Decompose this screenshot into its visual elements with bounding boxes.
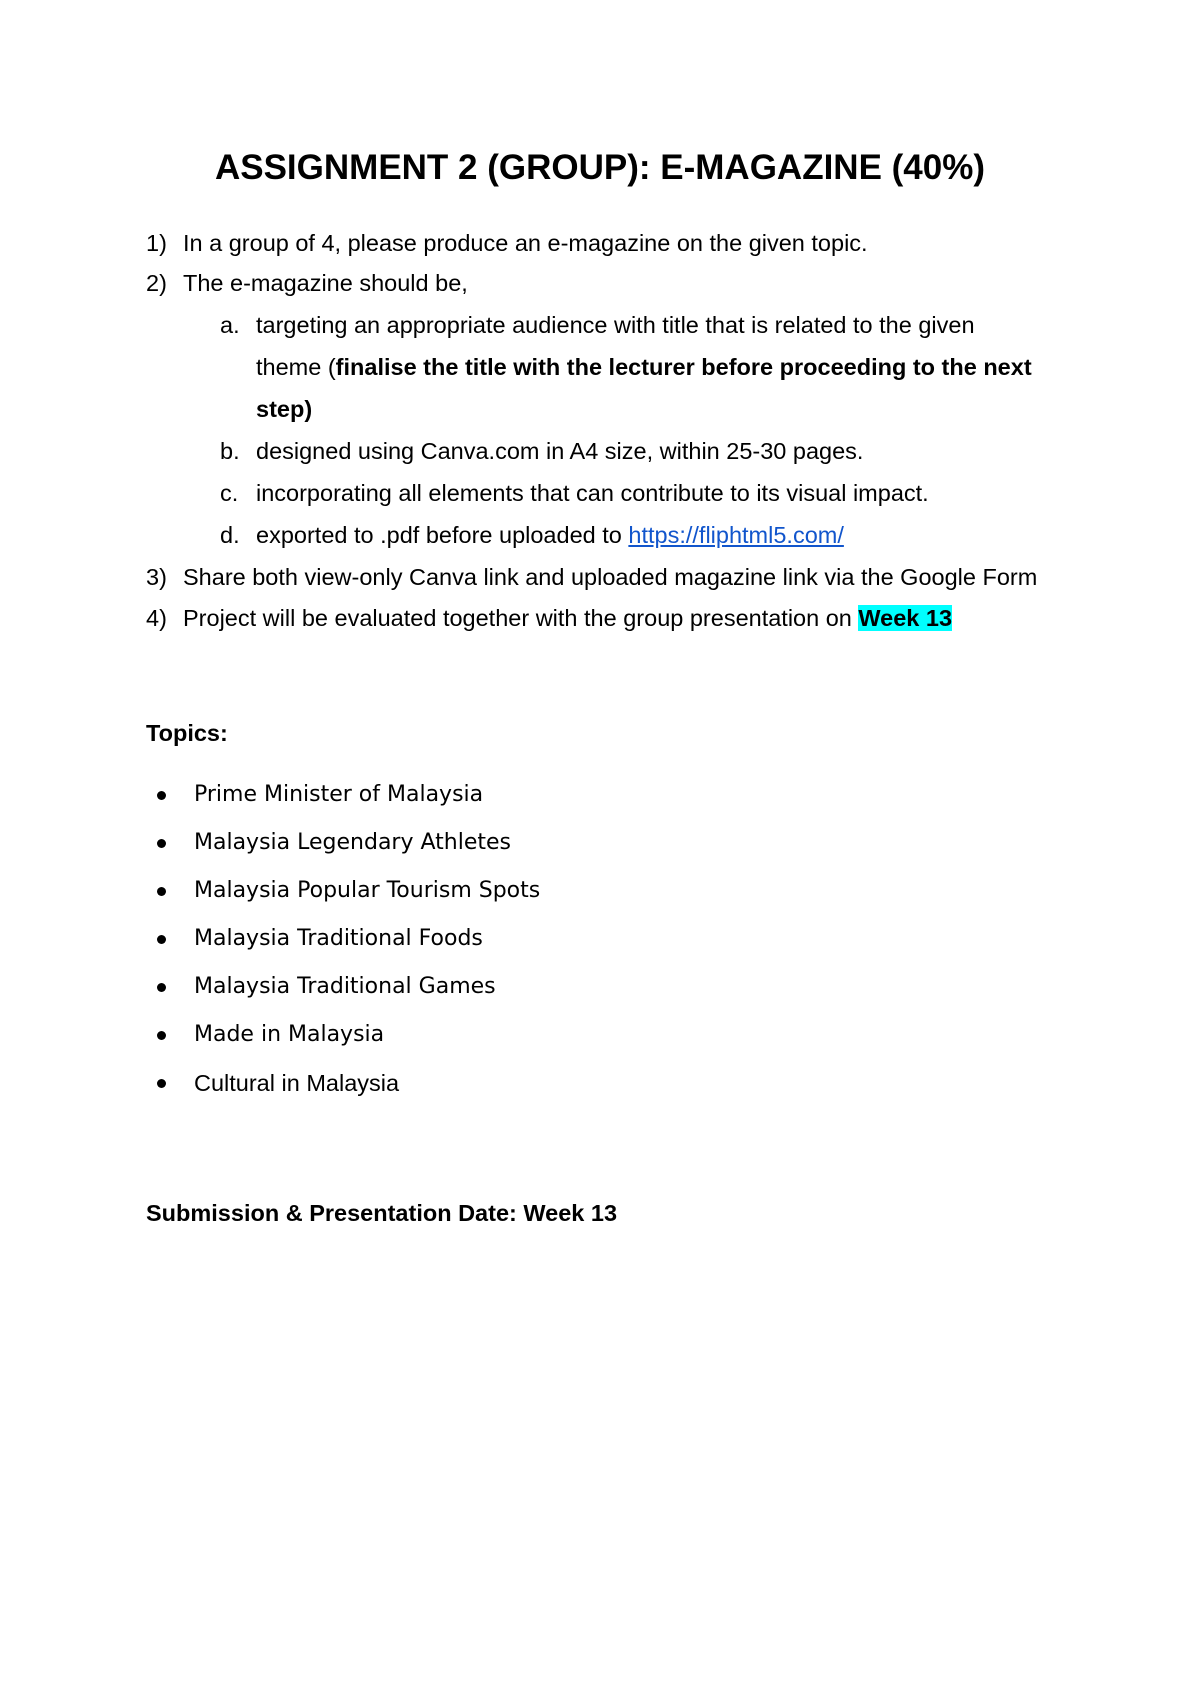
submission-date: Submission & Presentation Date: Week 13 <box>146 1200 618 1226</box>
item-text-3: Share both view-only Canva link and uploaded magazine link via the Google Form <box>183 564 1038 590</box>
subitem-a-line2-plain: theme ( <box>256 354 336 380</box>
subitem-a-line3: step) <box>256 396 313 422</box>
list-item <box>157 1018 757 1052</box>
bullet-icon <box>157 935 166 944</box>
subitem-b-text: designed using Canva.com in A4 size, within 25-30 pages. <box>256 438 864 464</box>
item-text-4-line <box>183 603 952 633</box>
topic-label: Malaysia Traditional Foods <box>194 926 483 951</box>
item-number-1: 1) <box>146 230 167 256</box>
subitem-a-line2-bold: finalise the title with the lecturer before proceeding to the next <box>335 354 1032 380</box>
subitem-letter-d: d. <box>220 522 240 548</box>
topics-heading: Topics: <box>146 720 228 746</box>
item-text-2: The e-magazine should be, <box>183 270 468 296</box>
topic-label: Malaysia Traditional Games <box>194 974 496 999</box>
item-number-4: 4) <box>146 605 167 631</box>
item-text-4: Project will be evaluated together with the group presentation on <box>183 605 852 631</box>
document-title: ASSIGNMENT 2 (GROUP): E-MAGAZINE (40%) <box>214 148 986 187</box>
topic-label: Prime Minister of Malaysia <box>194 782 484 807</box>
fliphtml5-link[interactable]: https://fliphtml5.com/ <box>628 522 844 548</box>
list-item <box>157 826 757 860</box>
subitem-d-line <box>256 520 844 550</box>
subitem-letter-a: a. <box>220 312 240 338</box>
subitem-c-text: incorporating all elements that can contribute to its visual impact. <box>256 480 929 506</box>
bullet-icon <box>157 791 166 800</box>
bullet-icon <box>157 887 166 896</box>
item-number-2: 2) <box>146 270 167 296</box>
item-number-3: 3) <box>146 564 167 590</box>
subitem-letter-c: c. <box>220 480 239 506</box>
bullet-icon <box>157 1079 166 1088</box>
subitem-a-line1: targeting an appropriate audience with title that is related to the given <box>256 312 975 338</box>
week-13-highlight: Week 13 <box>858 605 953 631</box>
item-text-1: In a group of 4, please produce an e-magazine on the given topic. <box>183 230 868 256</box>
subitem-letter-b: b. <box>220 438 240 464</box>
list-item <box>157 1066 757 1100</box>
bullet-icon <box>157 983 166 992</box>
bullet-icon <box>157 1031 166 1040</box>
topic-label: Cultural in Malaysia <box>194 1070 400 1096</box>
topic-label: Malaysia Legendary Athletes <box>194 830 511 855</box>
subitem-a-line2 <box>256 352 1032 382</box>
bullet-icon <box>157 839 166 848</box>
list-item <box>157 778 757 812</box>
topic-label: Made in Malaysia <box>194 1022 385 1047</box>
list-item <box>157 874 757 908</box>
list-item <box>157 922 757 956</box>
list-item <box>157 970 757 1004</box>
subitem-d-text: exported to .pdf before uploaded to <box>256 522 622 548</box>
topic-label: Malaysia Popular Tourism Spots <box>194 878 541 903</box>
